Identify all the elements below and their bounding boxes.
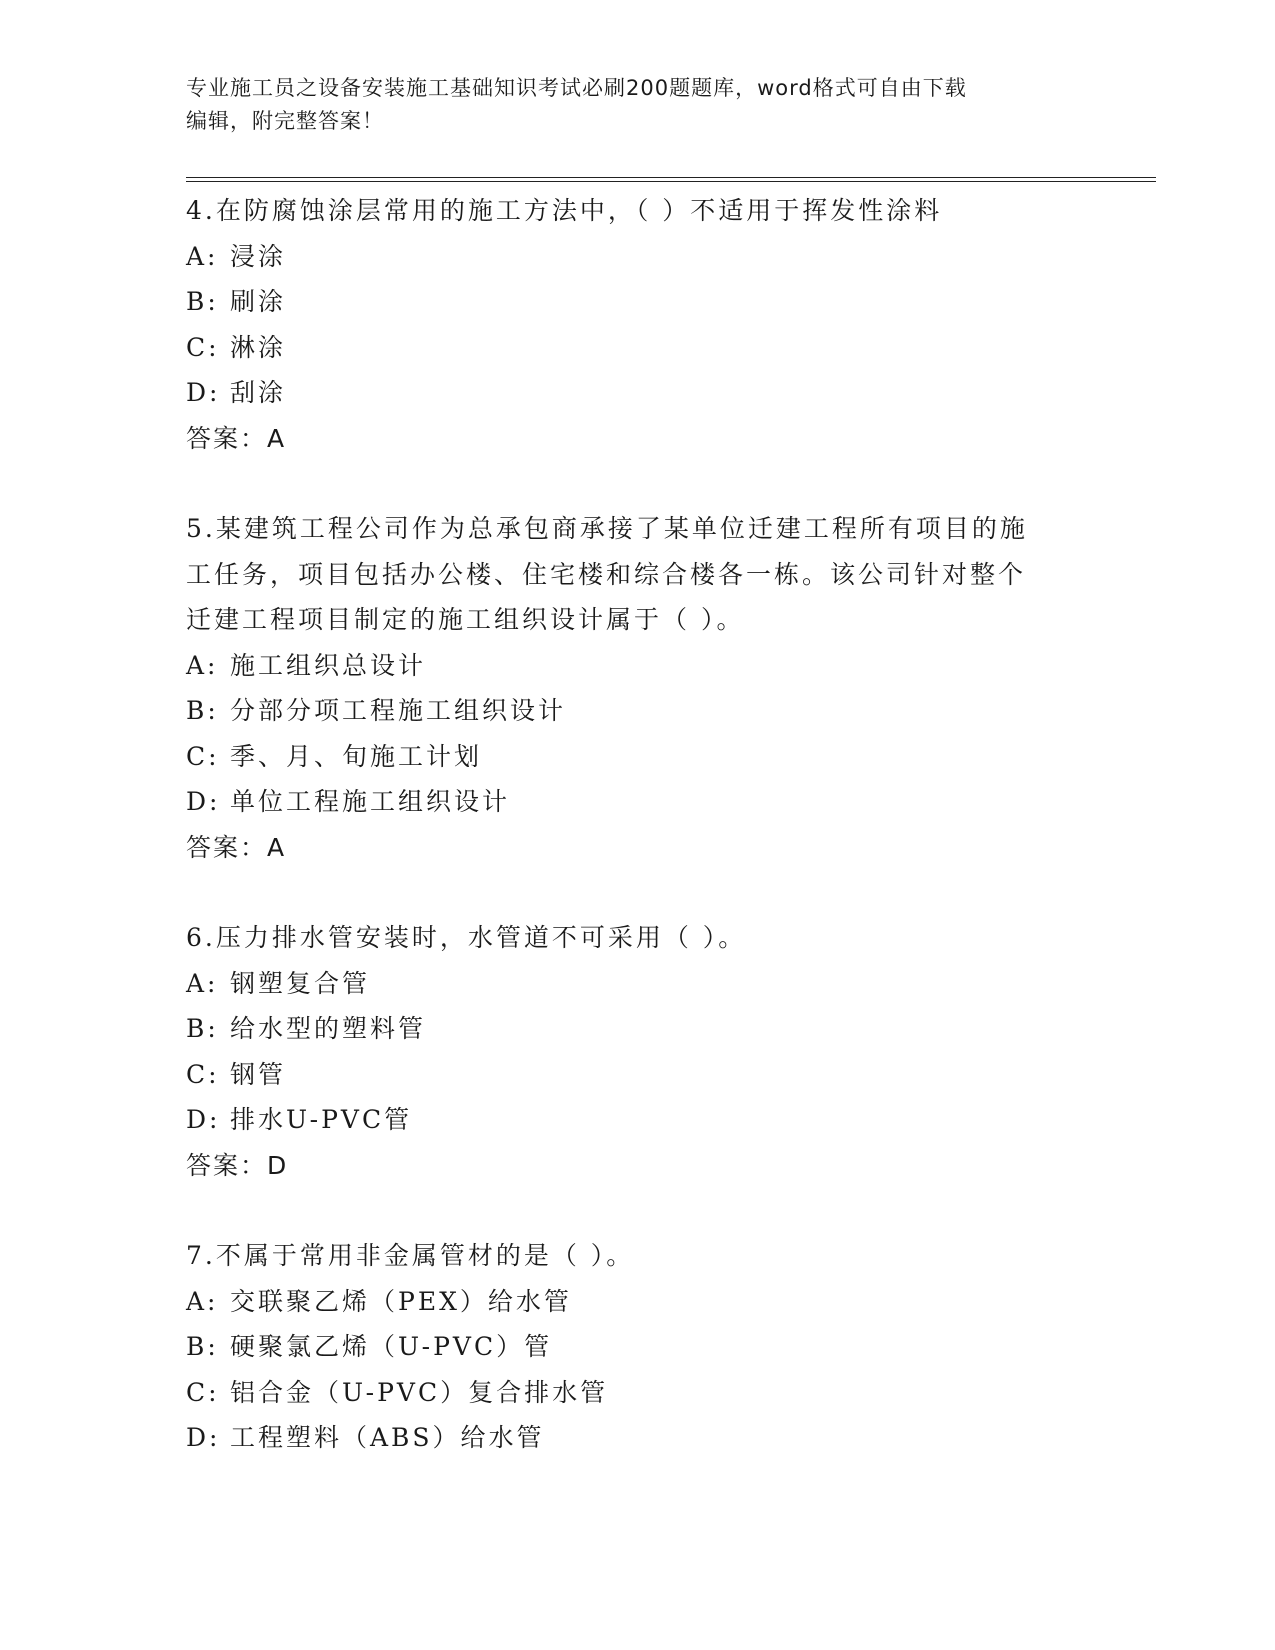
option-c: [186, 1370, 1086, 1416]
option-letter: D:: [186, 1105, 221, 1134]
header-rule-bottom: [186, 181, 1156, 182]
option-text: 钢塑复合管: [230, 968, 371, 998]
option-letter: A:: [186, 650, 219, 680]
question-list: [186, 188, 1086, 1461]
question-5: [186, 506, 1086, 870]
option-letter: A:: [186, 968, 219, 998]
question-7: [186, 1233, 1086, 1461]
answer-line: 答案：D: [186, 1150, 289, 1180]
option-letter: B:: [186, 696, 219, 725]
question-4: [186, 188, 1086, 461]
option-b: [186, 279, 1086, 325]
option-letter: B:: [186, 1332, 219, 1361]
option-c: [186, 1052, 1086, 1098]
option-letter: B:: [186, 1014, 219, 1043]
option-b: [186, 688, 1086, 734]
question-text: 4.在防腐蚀涂层常用的施工方法中，（ ）不适用于挥发性涂料: [186, 196, 943, 225]
header-line-2: 编辑，附完整答案！: [186, 109, 384, 133]
option-text: 给水型的塑料管: [230, 1014, 427, 1043]
document-header: [186, 72, 1076, 138]
option-letter: C:: [186, 1059, 220, 1089]
option-d: [186, 779, 1086, 825]
option-d: [186, 1415, 1086, 1461]
option-c: [186, 734, 1086, 780]
option-text: 硬聚氯乙烯（U-PVC）管: [230, 1332, 553, 1361]
option-letter: C:: [186, 741, 220, 771]
option-a: [186, 1279, 1086, 1325]
question-text-line-3: 迁建工程项目制定的施工组织设计属于（ ）。: [186, 605, 745, 634]
option-letter: A:: [186, 241, 219, 271]
option-b: [186, 1324, 1086, 1370]
option-letter: D:: [186, 1423, 221, 1452]
answer-line: 答案：A: [186, 423, 287, 453]
option-text: 淋涂: [230, 332, 287, 362]
question-text-line-2: 工任务，项目包括办公楼、住宅楼和综合楼各一栋。该公司针对整个: [186, 559, 1027, 589]
spacer: [186, 1188, 1086, 1233]
question-text-line-1: 5.某建筑工程公司作为总承包商承接了某单位迁建工程所有项目的施: [186, 514, 1028, 543]
option-text: 季、月、旬施工计划: [230, 741, 483, 771]
option-letter: D:: [186, 787, 221, 816]
question-text: 7.不属于常用非金属管材的是（ ）。: [186, 1241, 635, 1270]
option-c: [186, 325, 1086, 371]
option-letter: D:: [186, 378, 221, 407]
spacer: [186, 461, 1086, 506]
option-letter: C:: [186, 1377, 220, 1407]
header-rule-top: [186, 177, 1156, 178]
option-d: [186, 370, 1086, 416]
option-text: 铝合金（U-PVC）复合排水管: [230, 1377, 609, 1407]
option-text: 钢管: [230, 1059, 287, 1089]
option-a: [186, 643, 1086, 689]
option-text: 浸涂: [230, 241, 287, 271]
question-text: 6.压力排水管安装时，水管道不可采用（ ）。: [186, 923, 747, 952]
header-line-1: 专业施工员之设备安装施工基础知识考试必刷200题题库，word格式可自由下载: [186, 76, 967, 100]
option-text: 分部分项工程施工组织设计: [230, 696, 567, 725]
option-text: 交联聚乙烯（PEX）给水管: [230, 1286, 572, 1316]
option-text: 刷涂: [230, 287, 287, 316]
option-a: [186, 961, 1086, 1007]
option-b: [186, 1006, 1086, 1052]
option-text: 刮涂: [230, 378, 287, 407]
option-text: 工程塑料（ABS）给水管: [230, 1423, 545, 1452]
option-text: 排水U-PVC管: [230, 1105, 413, 1134]
option-a: [186, 234, 1086, 280]
answer-line: 答案：A: [186, 832, 287, 862]
option-d: [186, 1097, 1086, 1143]
option-text: 施工组织总设计: [230, 650, 427, 680]
option-text: 单位工程施工组织设计: [230, 787, 511, 816]
option-letter: A:: [186, 1286, 219, 1316]
option-letter: C:: [186, 332, 220, 362]
question-6: [186, 915, 1086, 1188]
spacer: [186, 870, 1086, 915]
option-letter: B:: [186, 287, 219, 316]
